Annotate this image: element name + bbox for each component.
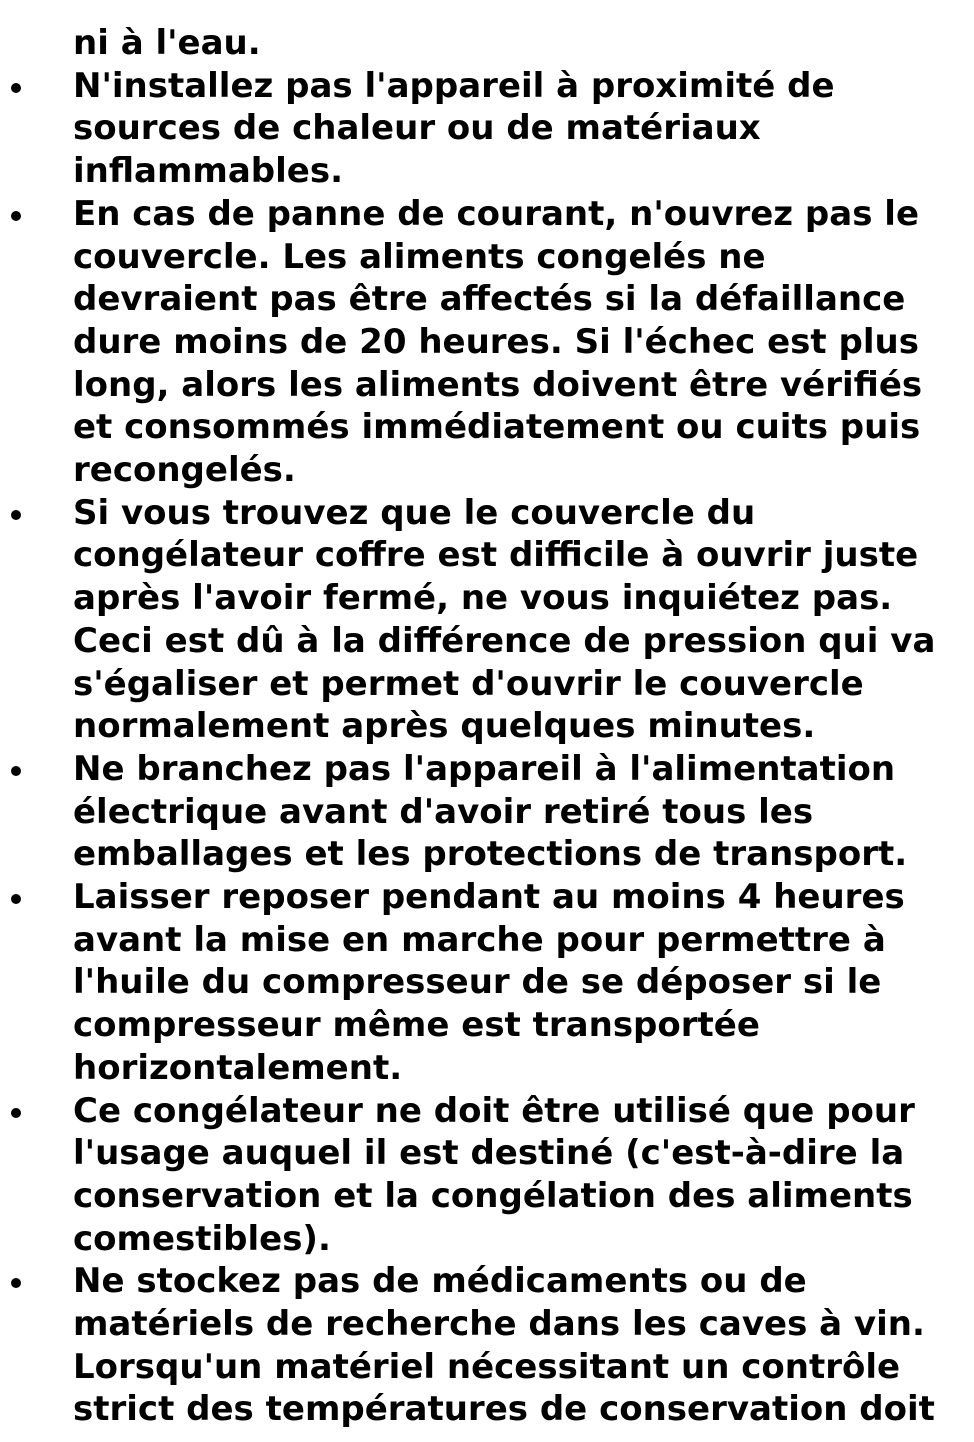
item-line: l'huile du compresseur de se déposer si le — [73, 962, 882, 1003]
item-line: électrique avant d'avoir retiré tous les — [73, 791, 814, 832]
item-line: Ceci est dû à la différence de pression qui va — [73, 620, 936, 661]
item-line: couvercle. Les aliments congelés ne — [73, 236, 766, 277]
item-line: dure moins de 20 heures. Si l'échec est plus — [73, 321, 919, 362]
item-line: recongelés. — [73, 450, 296, 491]
bullet-icon — [11, 1278, 21, 1288]
item-line: long, alors les aliments doivent être vérifiés — [73, 364, 923, 405]
item-line: après l'avoir fermé, ne vous inquiétez pas. — [73, 578, 893, 619]
bullet-icon — [11, 510, 21, 520]
bullet-icon — [11, 211, 21, 221]
list-item — [0, 876, 974, 1090]
item-line: Si vous trouvez que le couvercle du — [73, 492, 756, 533]
item-line: Ne stockez pas de médicaments ou de — [73, 1261, 807, 1302]
bullet-icon — [11, 1108, 21, 1118]
list-item — [0, 65, 974, 193]
list-item — [0, 492, 974, 748]
list-item — [0, 1090, 974, 1261]
item-line: avant la mise en marche pour permettre à — [73, 919, 886, 960]
bullet-icon — [11, 83, 21, 93]
item-line: congélateur coffre est difficile à ouvrir juste — [73, 535, 919, 576]
item-line: Laisser reposer pendant au moins 4 heures — [73, 877, 905, 918]
item-line: et consommés immédiatement ou cuits puis — [73, 407, 921, 448]
list-item — [0, 748, 974, 876]
item-line: emballages et les protections de transport. — [73, 834, 908, 875]
item-line: compresseur même est transportée — [73, 1005, 760, 1046]
bullet-icon — [11, 766, 21, 776]
bullet-icon — [11, 894, 21, 904]
item-line: conservation et la congélation des aliments — [73, 1175, 913, 1216]
list-item — [0, 193, 974, 492]
item-line: Lorsqu'un matériel nécessitant un contrôle — [73, 1346, 901, 1387]
item-line: s'égaliser et permet d'ouvrir le couvercle — [73, 663, 864, 704]
item-line: Ne branchez pas l'appareil à l'alimentation — [73, 748, 896, 789]
item-line: En cas de panne de courant, n'ouvrez pas le — [73, 193, 919, 234]
item-line: comestibles). — [73, 1218, 331, 1259]
bullet-list — [0, 65, 974, 1432]
continuation-text: ni à l'eau. — [73, 23, 261, 63]
item-line: sources de chaleur ou de matériaux — [73, 108, 761, 149]
item-line: horizontalement. — [73, 1047, 403, 1088]
item-line: Ce congélateur ne doit être utilisé que pour — [73, 1090, 915, 1131]
item-line: matériels de recherche dans les caves à vin. — [73, 1304, 925, 1345]
item-line: devraient pas être affectés si la défaillance — [73, 279, 906, 320]
list-item — [0, 1260, 974, 1431]
item-line: normalement après quelques minutes. — [73, 706, 816, 747]
item-line: inflammables. — [73, 151, 344, 192]
item-line: N'installez pas l'appareil à proximité de — [73, 65, 835, 106]
item-line: strict des températures de conservation doit — [73, 1389, 935, 1430]
item-line: l'usage auquel il est destiné (c'est-à-dire la — [73, 1133, 905, 1174]
